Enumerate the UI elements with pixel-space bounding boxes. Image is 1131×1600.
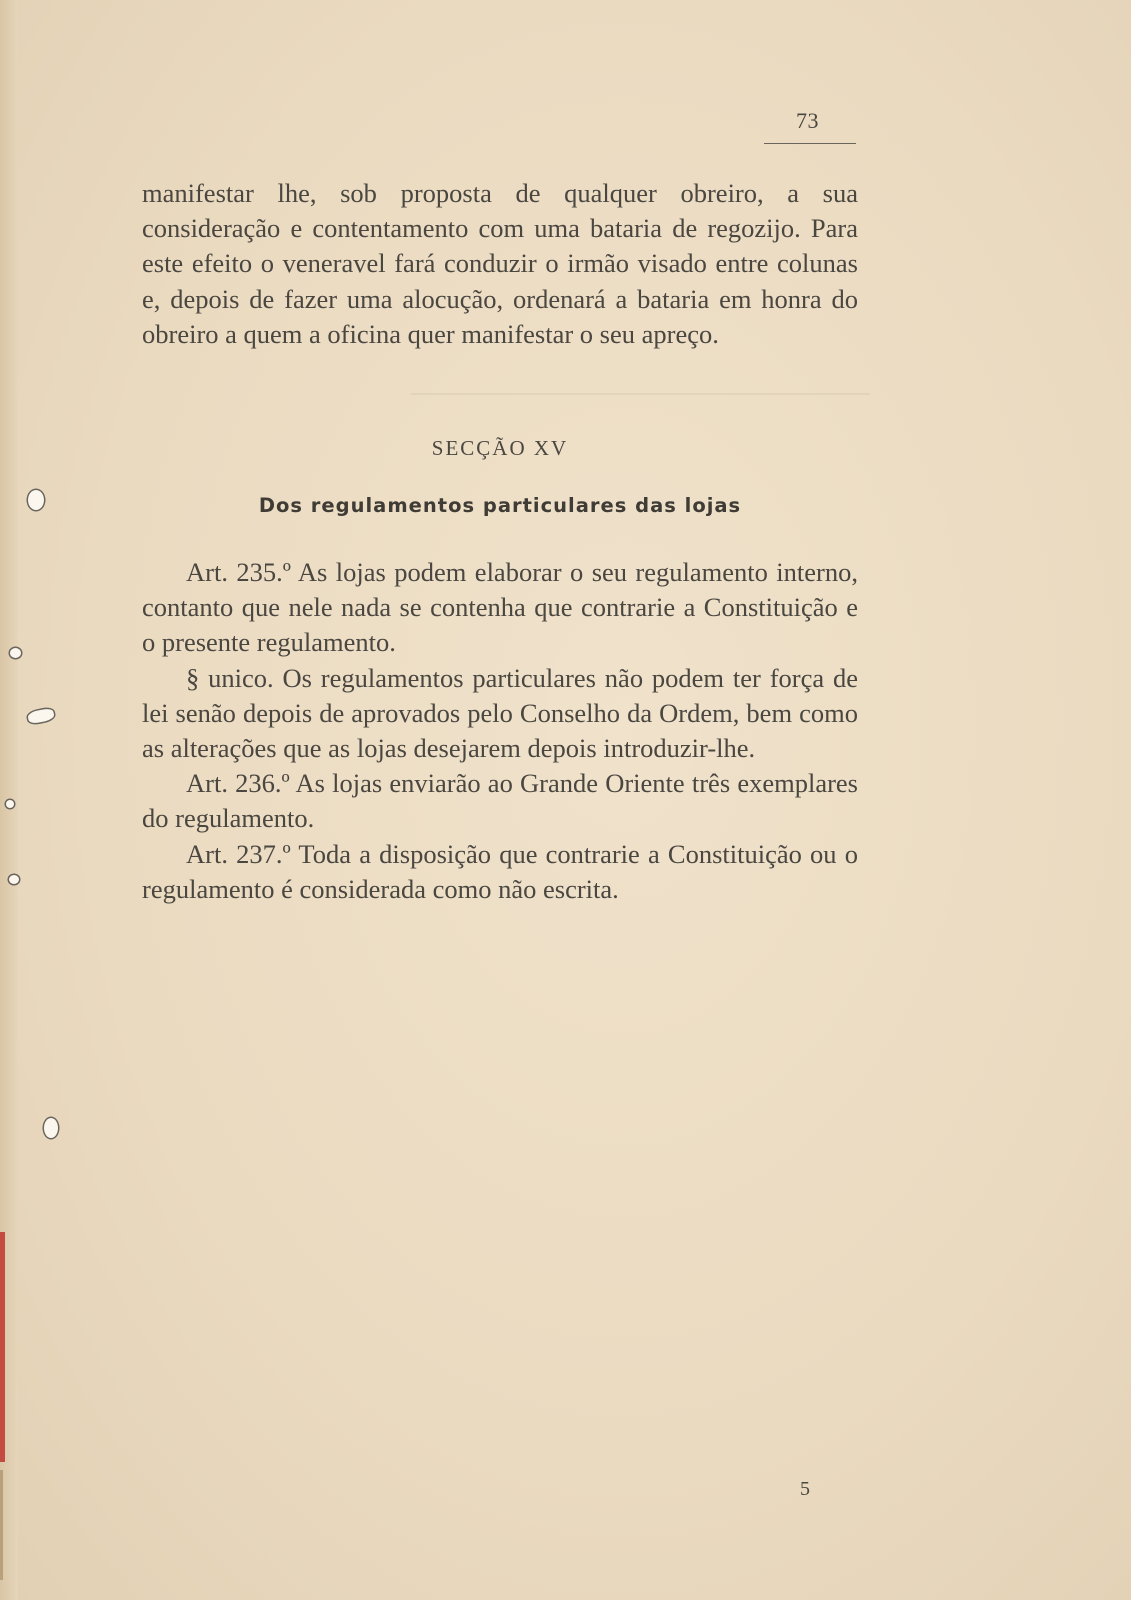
binding-hole bbox=[6, 800, 14, 808]
binding-hole bbox=[28, 490, 44, 510]
continuation-text: manifestar lhe, sob proposta de qualquer obreiro, a sua consideração e contentamento com uma bataria de regozijo. Para este efeito o veneravel fará conduzir o irmão visado entre colunas e, depois de fazer uma alocução, ordenará a bataria em honra do obreiro a quem a oficina quer manifestar o seu apreço. bbox=[142, 178, 858, 349]
section-subtitle: Dos regulamentos particulares das lojas bbox=[258, 494, 742, 517]
article-237: Art. 237.º Toda a disposição que contrarie a Constituição ou o regulamento é considerada como não escrita. bbox=[142, 838, 858, 904]
continuation-paragraph bbox=[142, 176, 858, 352]
show-through-texture: ──────────────────────── bbox=[410, 378, 870, 408]
article-235: Art. 235.º As lojas podem elaborar o seu regulamento interno, contanto que nele nada se contenha que contrarie a Constituição e o presente regulamento. bbox=[142, 557, 858, 658]
section-title: SECÇÃO XV bbox=[431, 436, 569, 460]
binding-hole bbox=[27, 707, 55, 724]
binding-hole bbox=[9, 875, 19, 884]
binding-red-stripe bbox=[0, 1232, 5, 1462]
article-236: Art. 236.º As lojas enviarão ao Grande Oriente três exemplares do regulamento. bbox=[142, 768, 858, 834]
signature-mark: 5 bbox=[800, 1478, 810, 1500]
binding-hole bbox=[44, 1118, 58, 1138]
article-235-unico: § unico. Os regulamentos particulares não podem ter força de lei senão depois de aprovados pelo Conselho da Ordem, bem como as alterações que as lojas desejarem depois introduzir-lhe. bbox=[142, 662, 858, 764]
header-rule bbox=[764, 143, 856, 144]
binding-hole bbox=[10, 648, 21, 658]
binding-edge-stripe bbox=[0, 1470, 3, 1580]
articles-block bbox=[142, 555, 858, 907]
page-number: 73 bbox=[796, 108, 819, 133]
